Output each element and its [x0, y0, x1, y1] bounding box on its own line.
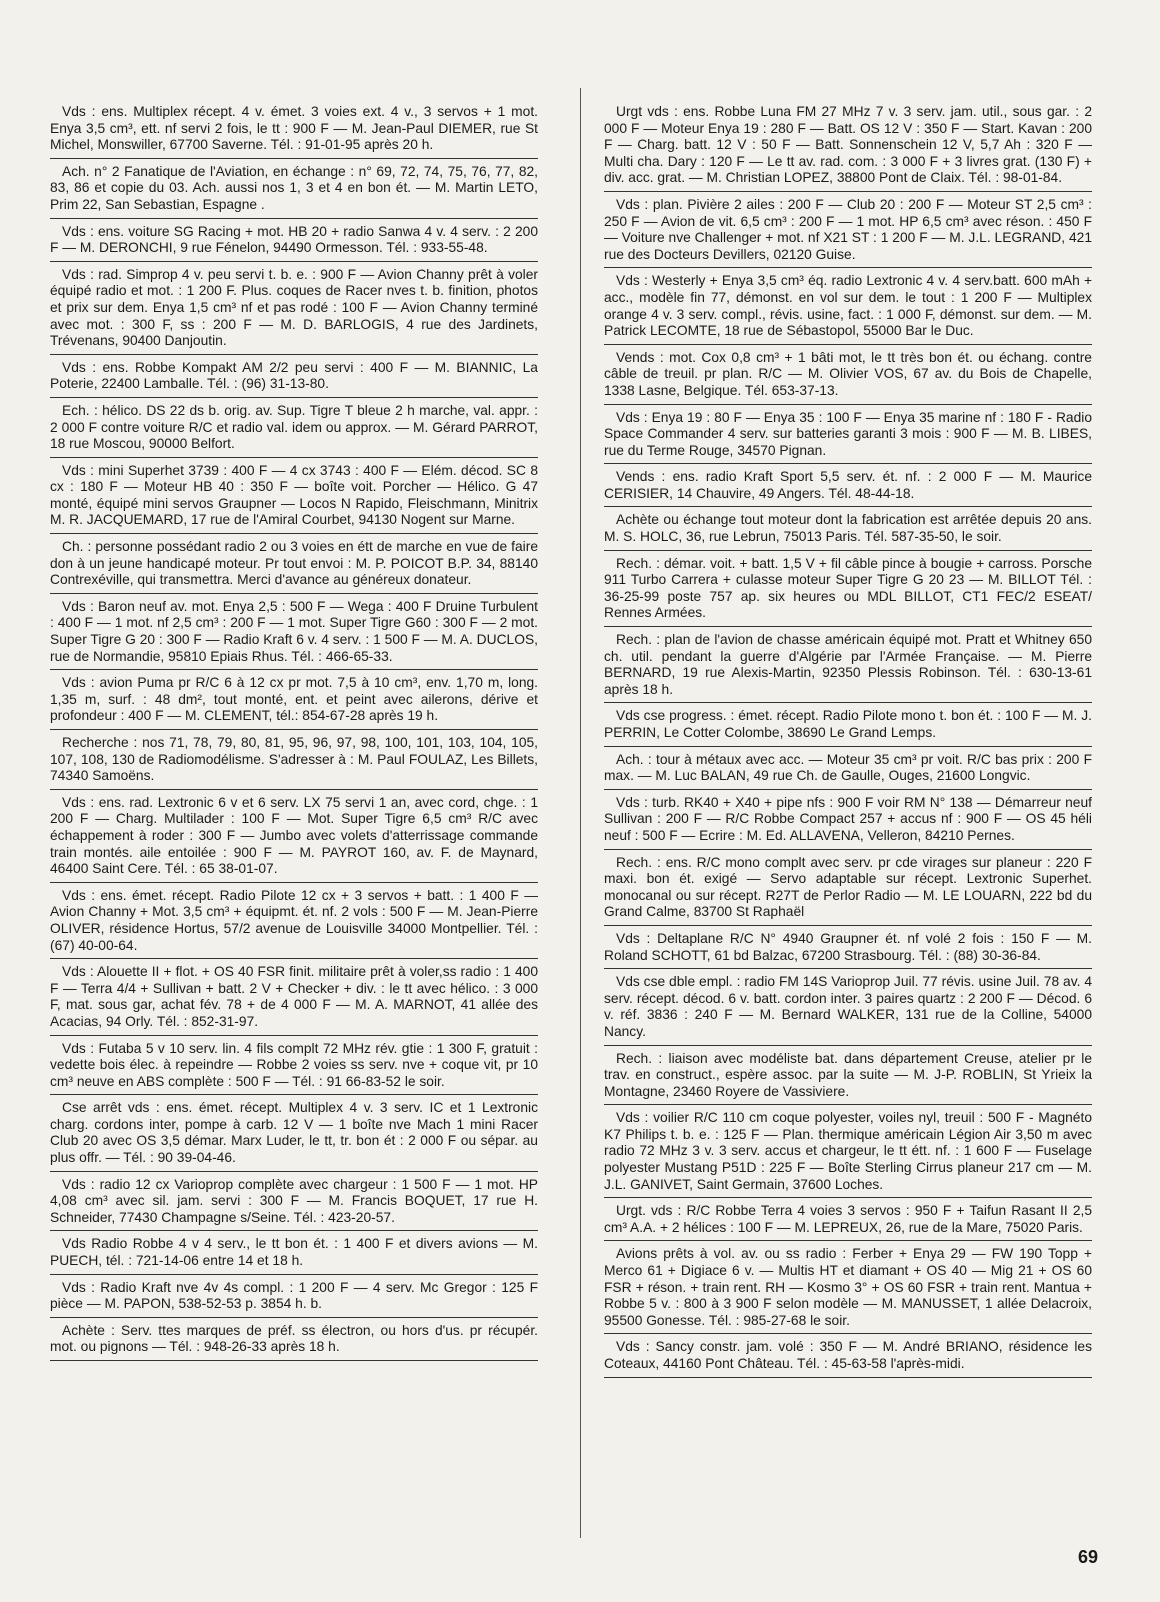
classified-ad: Vds : ens. Multiplex récept. 4 v. émet. 3 voies ext. 4 v., 3 servos + 1 mot. Enya 3,5 cm³, ett. nf servi 2 fois, le tt : 900 F — M. Jean-Paul DIEMER, rue St Michel, Monswiller, 67700 Saverne. Tél. : 91-01-95 après 20 h.: [50, 92, 538, 159]
classified-ad: Ach. : tour à métaux avec acc. — Moteur 35 cm³ pr voit. R/C bas prix : 200 F max. — M. Luc BALAN, 49 rue Ch. de Gaulle, Ouges, 21600 Longvic.: [604, 747, 1092, 790]
right-column: [604, 92, 1092, 1378]
classified-ad: Vds : Enya 19 : 80 F — Enya 35 : 100 F — Enya 35 marine nf : 180 F - Radio Space Commander 4 serv. sur batteries garanti 3 mois : 900 F — M. B. LIBES, rue du Terme Rouge, 34570 Pignan.: [604, 405, 1092, 465]
classified-ad: Vds : Sancy constr. jam. volé : 350 F — M. André BRIANO, résidence les Coteaux, 44160 Pont Château. Tél. : 45-63-58 l'après-midi.: [604, 1334, 1092, 1377]
classified-ad: Ch. : personne possédant radio 2 ou 3 voies en étt de marche en vue de faire don à un jeune handicapé moteur. Pr tout envoi : M. P. POICOT B.P. 34, 88140 Contrexéville, qui transmettra. Merci d'avance au généreux donateur.: [50, 534, 538, 594]
classified-ad: Ech. : hélico. DS 22 ds b. orig. av. Sup. Tigre T bleue 2 h marche, val. appr. : 2 000 F contre voiture R/C et radio val. idem ou approx. — M. Gérard PARROT, 18 rue Moscou, 90000 Belfort.: [50, 398, 538, 458]
classified-ad: Achète ou échange tout moteur dont la fabrication est arrêtée depuis 20 ans. M. S. HOLC, 36, rue Lebrun, 75013 Paris. Tél. 587-35-50, le soir.: [604, 507, 1092, 550]
classified-ad: Vends : mot. Cox 0,8 cm³ + 1 bâti mot, le tt très bon ét. ou échang. contre câble de treuil. pr plan. R/C — M. Olivier VOS, 67 av. du Bois de Chapelle, 1338 Lasne, Belgique. Tél. 653-37-13.: [604, 345, 1092, 405]
classified-ad: Vds : turb. RK40 + X40 + pipe nfs : 900 F voir RM N° 138 — Démarreur neuf Sullivan : 200 F — R/C Robbe Compact 257 + accus nf : 900 F — OS 45 héli neuf : 500 F — Ecrire : M. Ed. ALLAVENA, Velleron, 84210 Pernes.: [604, 790, 1092, 850]
classified-ad: Vds : ens. rad. Lextronic 6 v et 6 serv. LX 75 servi 1 an, avec cord, chge. : 1 200 F — Charg. Multilader : 100 F — Mot. Super Tigre 6,5 cm³ R/C avec échappement à roder : 300 F — Jumbo avec volets d'atterrissage commande train montés. aile entoilée : 900 F — M. PAYROT 160, av. F. de Maynard, 46400 Saint Cere. Tél. : 65 38-01-07.: [50, 790, 538, 883]
classified-ad: Cse arrêt vds : ens. émet. récept. Multiplex 4 v. 3 serv. IC et 1 Lextronic charg. cordons inter, pompe à carb. 12 V — 1 boîte nve Mach 1 mini Racer Club 20 avec OS 3,5 démar. Marx Luder, le tt, tr. bon ét : 2 000 F ou sépar. au plus offr. — Tél. : 90 39-04-46.: [50, 1095, 538, 1171]
classified-ad: Vds : voilier R/C 110 cm coque polyester, voiles nyl, treuil : 500 F - Magnéto K7 Philips t. b. e. : 125 F — Plan. thermique américain Légion Air 3,50 m avec radio 72 MHz 3 v. 3 serv. accus et chargeur, le tt étt. nf. : 1 600 F — Fuselage polyester Mustang P51D : 225 F — Boîte Sterling Cirrus planeur 217 cm — M. J.L. GANIVET, Saint Germain, 37600 Loches.: [604, 1105, 1092, 1198]
left-column: [50, 92, 538, 1361]
classified-ad: Vds : Alouette II + flot. + OS 40 FSR finit. militaire prêt à voler,ss radio : 1 400 F — Terra 4/4 + Sullivan + batt. 2 V + Checker + div. : le tt avec hélico. : 3 000 F, mat. sous gar, achat fév. 78 + de 4 000 F — M. A. MARNOT, 41 allée des Acacias, 94 Orly. Tél. : 852-31-97.: [50, 959, 538, 1035]
classified-ad: Vds Radio Robbe 4 v 4 serv., le tt bon ét. : 1 400 F et divers avions — M. PUECH, tél. : 721-14-06 entre 14 et 18 h.: [50, 1231, 538, 1274]
classified-ad: Vds cse progress. : émet. récept. Radio Pilote mono t. bon ét. : 100 F — M. J. PERRIN, Le Cotter Colombe, 38690 Le Grand Lemps.: [604, 703, 1092, 746]
classified-ad: Avions prêts à vol. av. ou ss radio : Ferber + Enya 29 — FW 190 Topp + Merco 61 + Digiace 6 v. — Multis HT et diamant + OS 40 — Mig 21 + OS 60 FSR + réson. + train rent. RH — Kosmo 3° + OS 60 FSR + train rent. Mantua + Robbe 5 v. : 800 à 3 900 F selon modèle — M. MANUSSET, 1 allée Delacroix, 95500 Gonesse. Tél. : 985-27-68 le soir.: [604, 1241, 1092, 1334]
classified-ad: Vds : radio 12 cx Varioprop complète avec chargeur : 1 500 F — 1 mot. HP 4,08 cm³ avec sil. jam. servi : 300 F — M. Francis BOQUET, 17 rue H. Schneider, 77430 Champagne s/Seine. Tél. : 423-20-57.: [50, 1172, 538, 1232]
classified-ad: Rech. : ens. R/C mono complt avec serv. pr cde virages sur planeur : 220 F maxi. bon ét. exigé — Servo adaptable sur récept. Lextronic Superhet. monocanal ou sur récept. R27T de Perlor Radio — M. LE LOUARN, 222 bd du Grand Calme, 83700 St Raphaël: [604, 850, 1092, 926]
classified-ad: Rech. : démar. voit. + batt. 1,5 V + fil câble pince à bougie + carross. Porsche 911 Turbo Carrera + culasse moteur Super Tigre G 20 23 — M. BILLOT Tél. : 36-25-99 poste 757 ap. six heures ou MDL BILLOT, CT1 FEC/2 ESEAT/ Rennes Armées.: [604, 551, 1092, 627]
classified-ad: Vends : ens. radio Kraft Sport 5,5 serv. ét. nf. : 2 000 F — M. Maurice CERISIER, 14 Chauvire, 49 Angers. Tél. 48-44-18.: [604, 464, 1092, 507]
classified-ad: Vds : ens. émet. récept. Radio Pilote 12 cx + 3 servos + batt. : 1 400 F — Avion Channy + Mot. 3,5 cm³ + équipmt. ét. nf. 2 vols : 500 F — M. Jean-Pierre OLIVER, résidence Hortus, 57/2 avenue de Louisville 34000 Montpellier. Tél. : (67) 40-00-64.: [50, 883, 538, 959]
classified-ad: Achète : Serv. ttes marques de préf. ss électron, ou hors d'us. pr récupér. mot. ou pignons — Tél. : 948-26-33 après 18 h.: [50, 1318, 538, 1361]
classified-ad: Vds cse dble empl. : radio FM 14S Varioprop Juil. 77 révis. usine Juil. 78 av. 4 serv. récept. décod. 6 v. batt. cordon inter. 3 paires quartz : 2 200 F — Décod. 6 v. réf. 3836 : 240 F — M. Bernard WALKER, 131 rue de la Colline, 54000 Nancy.: [604, 969, 1092, 1045]
classified-ad: Urgt. vds : R/C Robbe Terra 4 voies 3 servos : 950 F + Taifun Rasant II 2,5 cm³ A.A. + 2 hélices : 100 F — M. LEPREUX, 26, rue de la Mare, 75020 Paris.: [604, 1198, 1092, 1241]
classified-ad: Vds : Radio Kraft nve 4v 4s compl. : 1 200 F — 4 serv. Mc Gregor : 125 F pièce — M. PAPON, 538-52-53 p. 3854 h. b.: [50, 1275, 538, 1318]
classified-ad: Urgt vds : ens. Robbe Luna FM 27 MHz 7 v. 3 serv. jam. util., sous gar. : 2 000 F — Moteur Enya 19 : 280 F — Batt. OS 12 V : 350 F — Start. Kavan : 200 F — Charg. batt. 12 V : 50 F — Batt. Sonnenschein 12 V, 5,7 Ah : 320 F — Multi cha. Dary : 120 F — Le tt av. rad. com. : 3 000 F + 3 livres grat. (130 F) + div. acc. grat. — M. Christian LOPEZ, 38800 Pont de Claix. Tél. : 98-01-84.: [604, 92, 1092, 192]
classified-ad: Vds : Baron neuf av. mot. Enya 2,5 : 500 F — Wega : 400 F Druine Turbulent : 400 F — 1 mot. nf 2,5 cm³ : 200 F — 1 mot. Super Tigre G60 : 300 F — 2 mot. Super Tigre G 20 : 300 F — Radio Kraft 6 v. 4 serv. : 1 500 F — M. A. DUCLOS, rue de Normandie, 95810 Epiais Rhus. Tél. : 466-65-33.: [50, 594, 538, 670]
classified-ad: Rech. : liaison avec modéliste bat. dans département Creuse, atelier pr le trav. en construct., espère assoc. par la suite — M. J-P. ROBLIN, St Yrieix la Montagne, 23460 Royere de Vassiviere.: [604, 1046, 1092, 1106]
classified-ad: Recherche : nos 71, 78, 79, 80, 81, 95, 96, 97, 98, 100, 101, 103, 104, 105, 107, 108, 130 de Radiomodélisme. S'adresser à : M. Paul FOULAZ, Les Billets, 74340 Samoëns.: [50, 730, 538, 790]
classified-ad: Ach. n° 2 Fanatique de l'Aviation, en échange : n° 69, 72, 74, 75, 76, 77, 82, 83, 86 et copie du 03. Ach. aussi nos 1, 3 et 4 en bon ét. — M. Martin LETO, Prim 22, San Sebastian, Espagne .: [50, 159, 538, 219]
classified-ad: Vds : Westerly + Enya 3,5 cm³ éq. radio Lextronic 4 v. 4 serv.batt. 600 mAh + acc., modèle fin 77, démonst. en vol sur dem. le tout : 1 200 F — Multiplex orange 4 v. 3 serv. compl., révis. usine, fact. : 1 000 F, démonst. sur dem. — M. Patrick LECOMTE, 18 rue de Sébastopol, 55000 Bar le Duc.: [604, 268, 1092, 344]
classified-ad: Vds : ens. voiture SG Racing + mot. HB 20 + radio Sanwa 4 v. 4 serv. : 2 200 F — M. DERONCHI, 9 rue Fénelon, 94490 Ormesson. Tél. : 933-55-48.: [50, 219, 538, 262]
classified-ad: Vds : mini Superhet 3739 : 400 F — 4 cx 3743 : 400 F — Elém. décod. SC 8 cx : 180 F — Moteur HB 40 : 350 F — boîte voit. Porcher — Hélico. G 47 monté, équipé mini servos Graupner — Locos N Rapido, Fleischmann, Minitrix M. R. JACQUEMARD, 17 rue de l'Amiral Courbet, 94130 Nogent sur Marne.: [50, 458, 538, 534]
column-divider: [580, 88, 581, 1538]
classified-ad: Vds : Deltaplane R/C N° 4940 Graupner ét. nf volé 2 fois : 150 F — M. Roland SCHOTT, 61 bd Balzac, 67200 Strasbourg. Tél. : (88) 30-36-84.: [604, 926, 1092, 969]
classified-ad: Vds : Futaba 5 v 10 serv. lin. 4 fils complt 72 MHz rév. gtie : 1 300 F, gratuit : vedette bois élec. à repeindre — Robbe 2 voies ss serv. nve + coque vit, pr 10 cm³ neuve en ABS complète : 500 F — Tél. : 91 66-83-52 le soir.: [50, 1036, 538, 1096]
classified-ad: Vds : rad. Simprop 4 v. peu servi t. b. e. : 900 F — Avion Channy prêt à voler équipé radio et mot. : 1 200 F. Plus. coques de Racer nves t. b. finition, photos et prix sur dem. Enya 1,5 cm³ nf et pas rodé : 100 F — Avion Channy terminé avec mot. : 300 F, ss : 200 F — M. D. BARLOGIS, 4 rue des Jardinets, Trévenans, 90400 Danjoutin.: [50, 262, 538, 355]
classified-ad: Vds : plan. Pivière 2 ailes : 200 F — Club 20 : 200 F — Moteur ST 2,5 cm³ : 250 F — Avion de vit. 6,5 cm³ : 200 F — 1 mot. HP 6,5 cm³ avec réson. : 450 F — Voiture nve Challenger + mot. nf X21 ST : 1 200 F — M. J.L. LEGRAND, 421 rue des Docteurs Devillers, 02120 Guise.: [604, 192, 1092, 268]
classified-ad: Vds : avion Puma pr R/C 6 à 12 cx pr mot. 7,5 à 10 cm³, env. 1,70 m, long. 1,35 m, surf. : 48 dm², tout monté, ent. et peint avec ailerons, dérive et profondeur : 400 F — M. CLEMENT, tél.: 854-67-28 après 19 h.: [50, 670, 538, 730]
classified-ad: Vds : ens. Robbe Kompakt AM 2/2 peu servi : 400 F — M. BIANNIC, La Poterie, 22400 Lamballe. Tél. : (96) 31-13-80.: [50, 355, 538, 398]
page-number: 69: [1077, 1547, 1098, 1567]
classified-ad: Rech. : plan de l'avion de chasse américain équipé mot. Pratt et Whitney 650 ch. util. pendant la guerre d'Algérie par l'Armée Française. — M. Pierre BERNARD, 19 rue Alexis-Martin, 92350 Plessis Robinson. Tél. : 630-13-61 après 18 h.: [604, 627, 1092, 703]
